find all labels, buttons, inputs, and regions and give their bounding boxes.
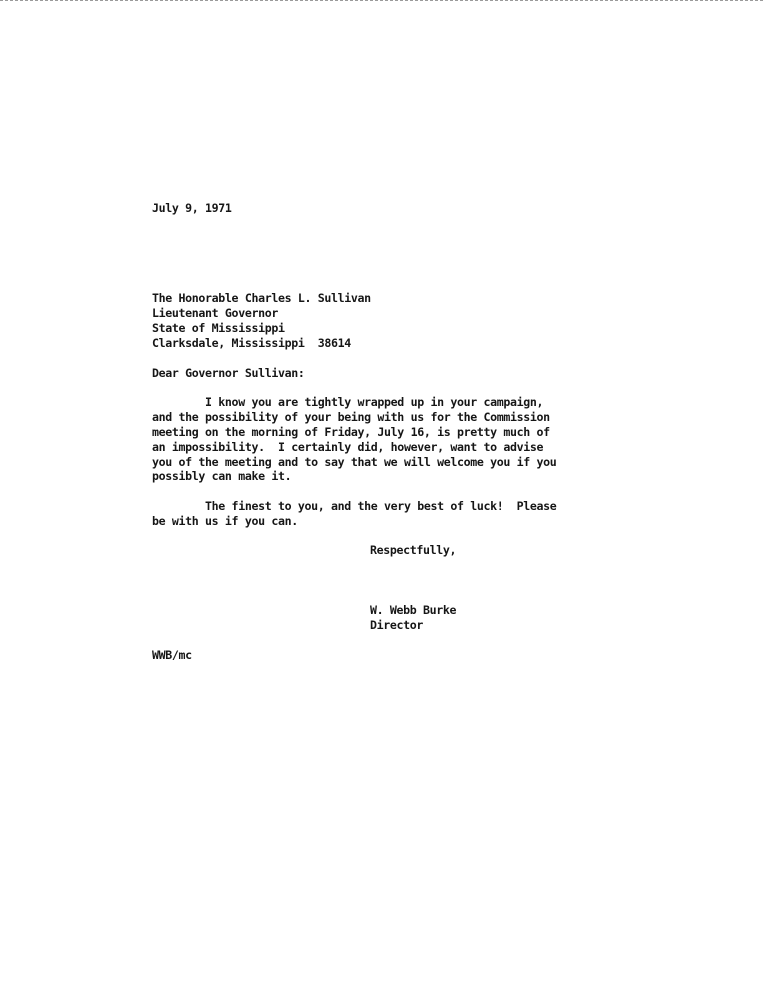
reference-initials: WWB/mc [152, 648, 192, 662]
paragraph-line: I know you are tightly wrapped up in your campaign, [152, 395, 544, 409]
paragraph-line: an impossibility. I certainly did, however, want to advise [152, 440, 544, 454]
signer-title: Director [370, 618, 424, 632]
recipient-title: Lieutenant Governor [152, 306, 278, 320]
paragraph-line: The finest to you, and the very best of luck! Please [152, 499, 557, 513]
closing: Respectfully, [370, 543, 457, 557]
paragraph-line: meeting on the morning of Friday, July 16, is pretty much of [152, 425, 550, 439]
paragraph-line: be with us if you can. [152, 514, 298, 528]
letter-body [152, 0, 622, 662]
paragraph-line: you of the meeting and to say that we will welcome you if you [152, 455, 557, 469]
signer-name: W. Webb Burke [370, 603, 457, 617]
recipient-state: State of Mississippi [152, 321, 285, 335]
recipient-name: The Honorable Charles L. Sullivan [152, 291, 371, 305]
recipient-city-zip: Clarksdale, Mississippi 38614 [152, 336, 351, 350]
paragraph-line: possibly can make it. [152, 469, 292, 483]
letter-date: July 9, 1971 [152, 201, 232, 215]
paragraph-line: and the possibility of your being with us for the Commission [152, 410, 550, 424]
salutation: Dear Governor Sullivan: [152, 366, 305, 380]
